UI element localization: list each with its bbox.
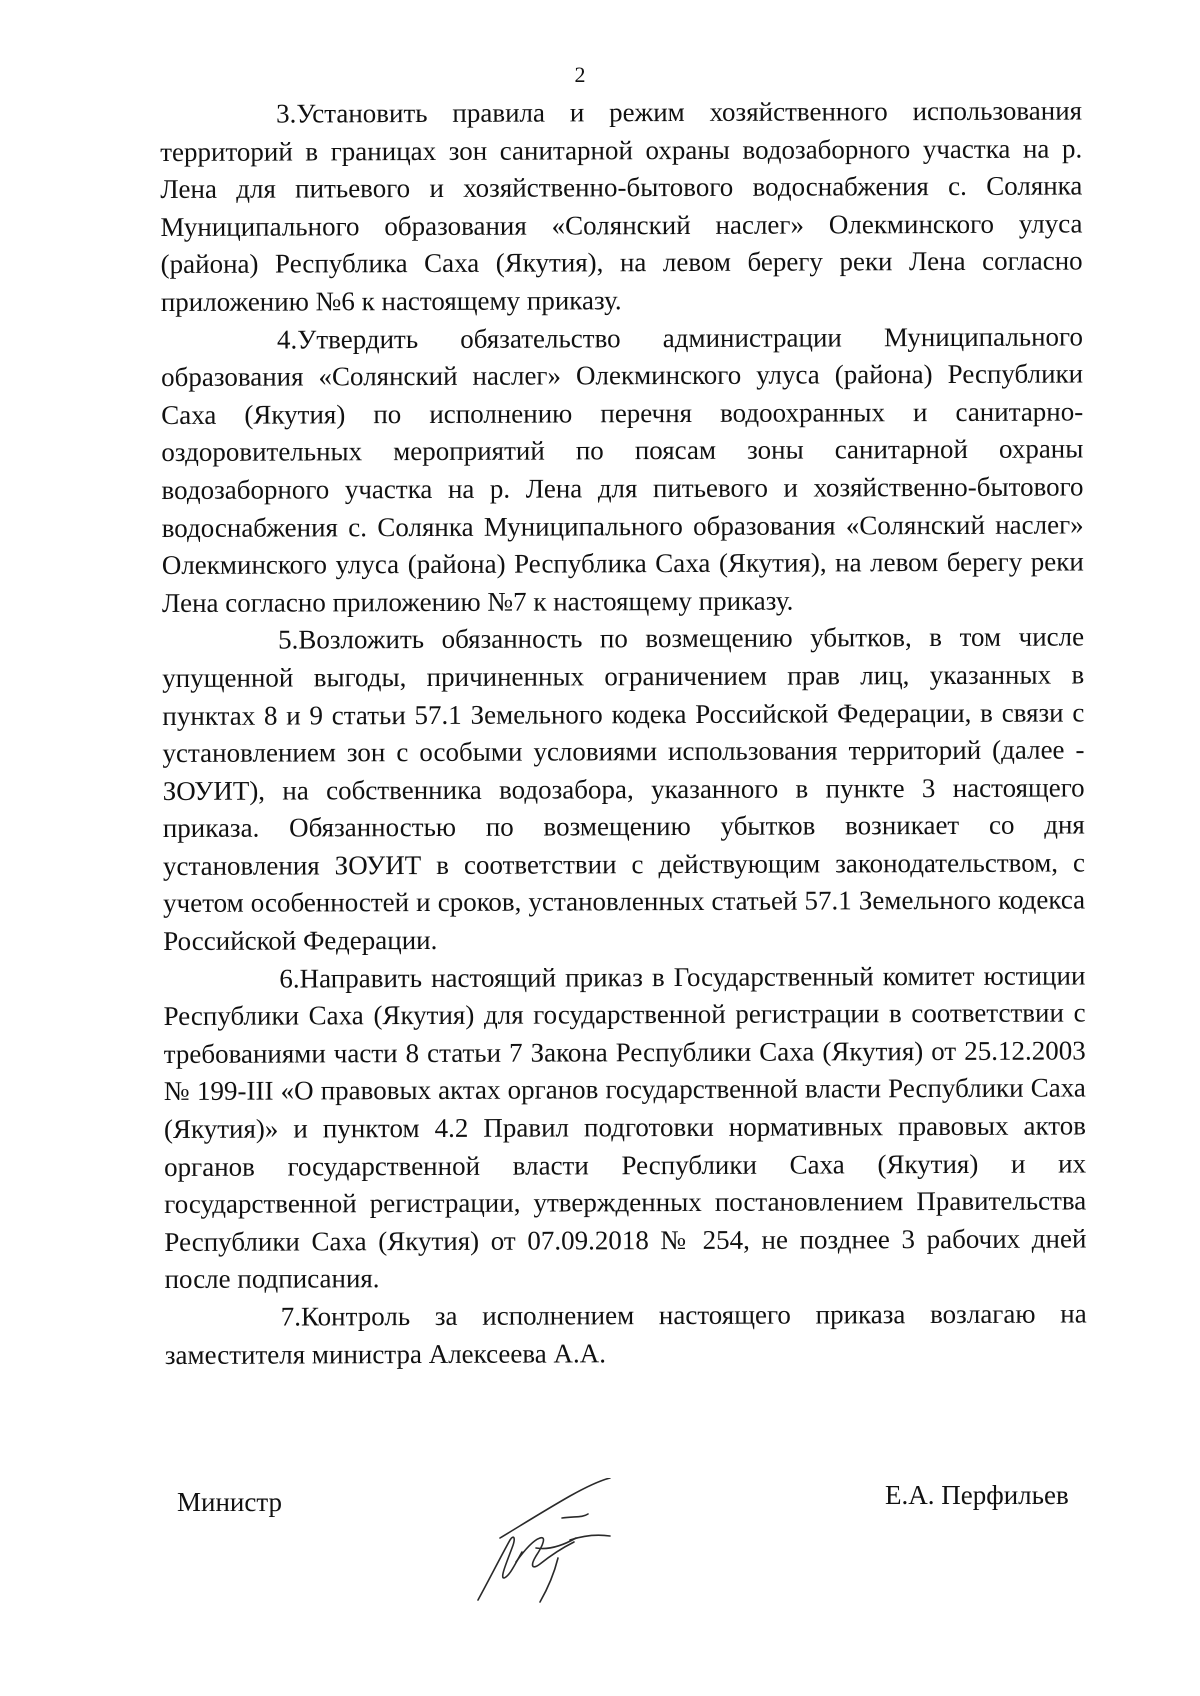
- handwritten-signature: [470, 1478, 620, 1608]
- signatory-title: Министр: [177, 1487, 282, 1517]
- paragraph-number: 6.: [279, 963, 300, 994]
- paragraph-5: [162, 619, 1085, 961]
- document-body: [160, 92, 1087, 1374]
- paragraph-number: 3.: [276, 98, 297, 129]
- paragraph-7: [165, 1295, 1087, 1374]
- paragraph-text: Установить правила и режим хозяйственного использования территорий в границах зон санитарной охраны водозаборного участка на р. Лена для питьевого и хозяйственно-бытового водоснабжения с. Солянка Муниципального образования «Солянский наслег» Олекминского улуса (района) Республика Саха (Якутия), на левом берегу реки Лена согласно приложению №6 к настоящему приказу.: [160, 95, 1083, 317]
- paragraph-text: Утвердить обязательство администрации Муниципального образования «Солянский наслег» Олекминского улуса (района) Республики Саха (Якутия) по исполнению перечня водоохранных и санитарно-оздоровительных мероприятий по поясам зоны санитарной охраны водозаборного участка на р. Лена для питьевого и хозяйственно-бытового водоснабжения с. Солянка Муниципального образования «Солянский наслег» Олекминского улуса (района) Республика Саха (Якутия), на левом берегу реки Лена согласно приложению №7 к настоящему приказу.: [161, 321, 1084, 618]
- signatory-name: Е.А. Перфильев: [885, 1480, 1069, 1510]
- paragraph-6: [163, 957, 1086, 1299]
- page-number: 2: [574, 62, 586, 87]
- paragraph-text: Возложить обязанность по возмещению убытков, в том числе упущенной выгоды, причиненных ограничением прав лиц, указанных в пунктах 8 и 9 статьи 57.1 Земельного кодека Российской Федерации, в связи с установлением зон с особыми условиями использования территорий (далее - ЗОУИТ), на собственника водозабора, указанного в пункте 3 настоящего приказа. Обязанностью по возмещению убытков возникает со дня установления ЗОУИТ в соответствии с действующим законодательством, с учетом особенностей и сроков, установленных статьей 57.1 Земельного кодекса Российской Федерации.: [162, 621, 1086, 957]
- paragraph-text: Контроль за исполнением настоящего приказа возлагаю на заместителя министра Алексеева А.А.: [164, 1298, 1087, 1370]
- paragraph-4: [161, 318, 1084, 622]
- paragraph-number: 5.: [278, 624, 299, 655]
- paragraph-number: 7.: [280, 1301, 301, 1332]
- paragraph-3: [160, 92, 1083, 321]
- paragraph-number: 4.: [276, 324, 298, 355]
- paragraph-text: Направить настоящий приказ в Государственный комитет юстиции Республики Саха (Якутия) для государственной регистрации в соответствии с требованиями части 8 статьи 7 Закона Республики Саха (Якутия) от 25.12.2003 № 199-III «О правовых актах органов государственной власти Республики Саха (Якутия)» и пунктом 4.2 Правил подготовки нормативных правовых актов органов государственной власти Республики Саха (Якутия) и их государственной регистрации, утвержденных постановлением Правительства Республики Саха (Якутия) от 07.09.2018 № 254, не позднее 3 рабочих дней после подписания.: [163, 960, 1087, 1295]
